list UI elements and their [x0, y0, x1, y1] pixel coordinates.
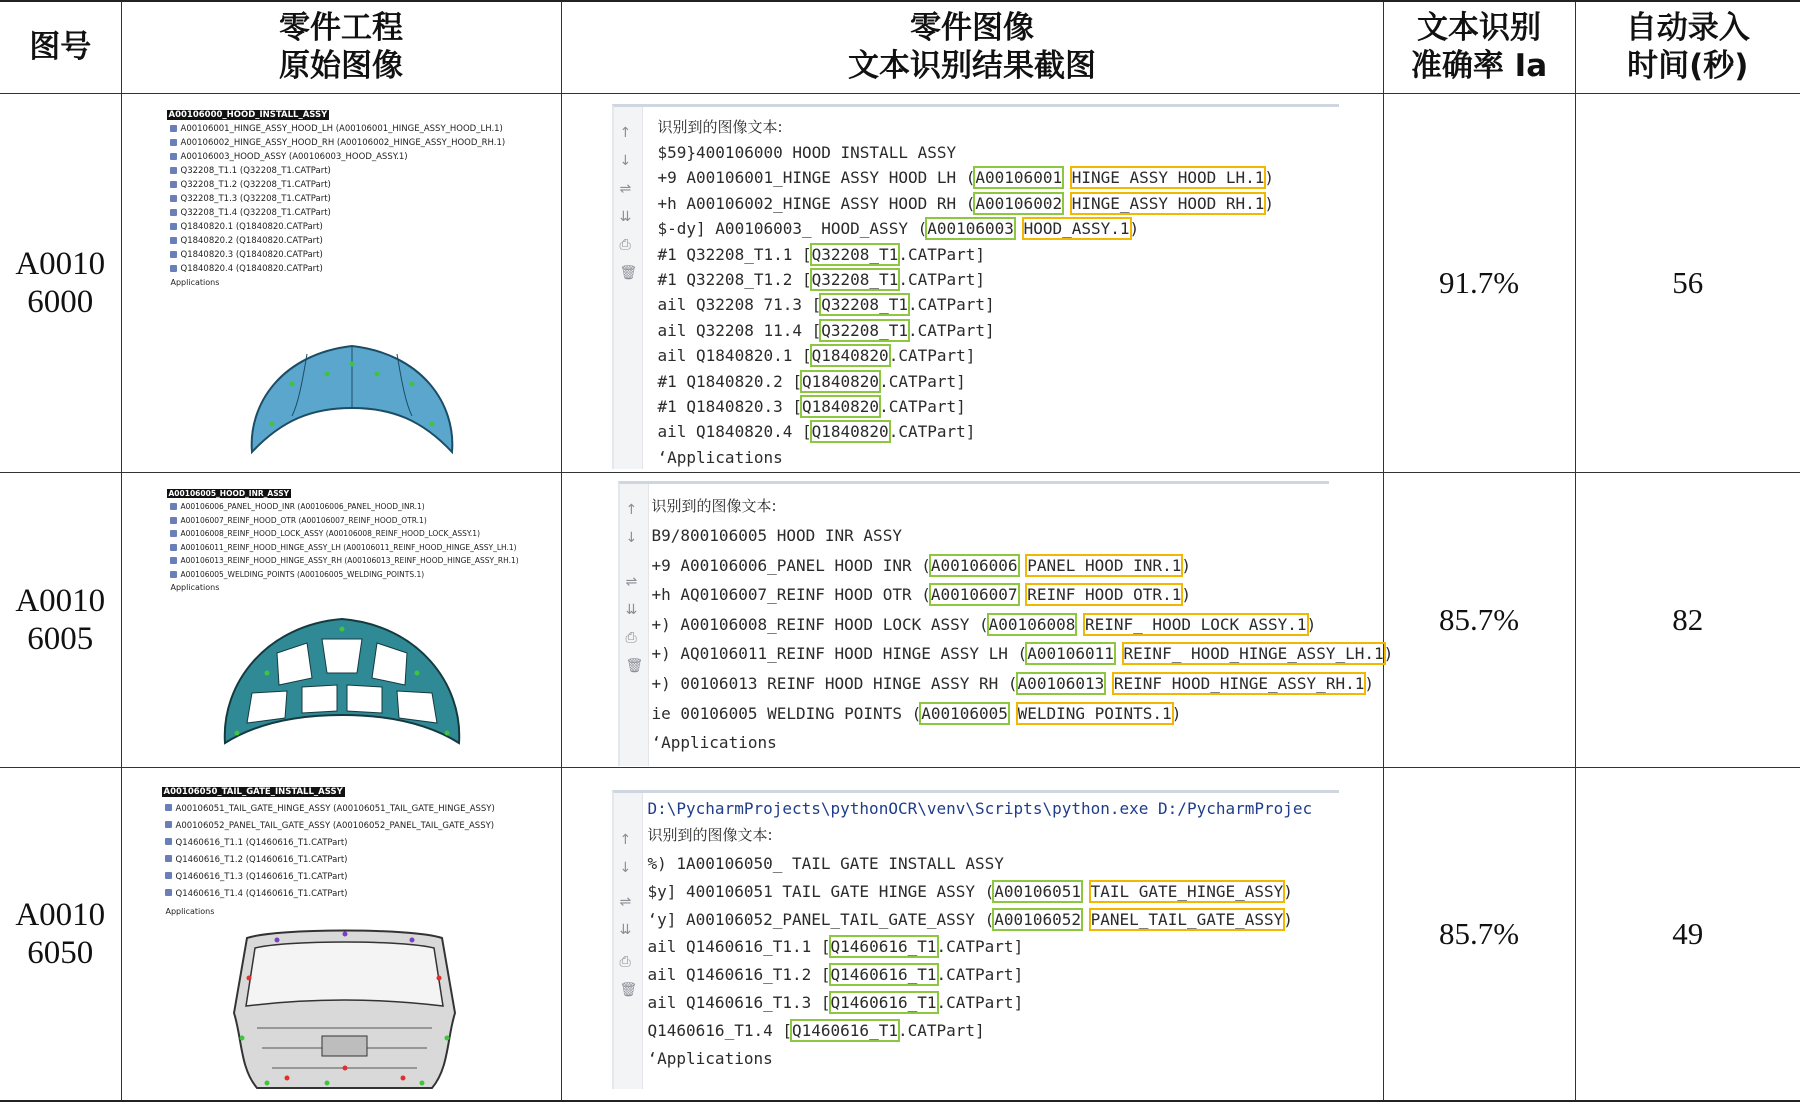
scroll-end-icon[interactable]: ⇊	[619, 208, 632, 225]
console-line: ‘Applications	[657, 447, 783, 467]
console-line: Q1460616_T1.4 [Q1460616_T1.CATPart]	[647, 1020, 985, 1040]
accuracy-value: 85.7%	[1383, 472, 1575, 767]
tree-item: Q32208_T1.2 (Q32208_T1.CATPart)	[167, 178, 506, 192]
tree-item: Q1840820.4 (Q1840820.CATPart)	[167, 262, 506, 276]
accuracy-value: 91.7%	[1383, 93, 1575, 472]
header-original-image: 零件工程 原始图像	[121, 1, 561, 93]
part-tree	[167, 487, 519, 595]
trash-icon[interactable]: 🗑	[619, 264, 638, 281]
header-ocr-screenshot: 零件图像 文本识别结果截图	[561, 1, 1383, 93]
ocr-lines	[652, 492, 1394, 758]
console-line: +) 00106013 REINF HOOD HINGE ASSY RH (A00106013 REINF HOOD_HINGE_ASSY_RH.1)	[651, 674, 1374, 694]
console-line: +9 A00106006_PANEL HOOD INR (A00106006 PANEL HOOD INR.1)	[651, 555, 1191, 575]
tree-item: Q1460616_T1.2 (Q1460616_T1.CATPart)	[162, 852, 495, 869]
time-value: 82	[1575, 472, 1800, 767]
console-line: +9 A00106001_HINGE ASSY HOOD LH (A00106001 HINGE ASSY HOOD LH.1)	[657, 168, 1275, 188]
ocr-console	[612, 104, 1339, 469]
tree-item: A00106005_WELDING_POINTS (A00106005_WELDING_POINTS.1)	[167, 568, 519, 582]
console-line: ail Q1460616_T1.1 [Q1460616_T1.CATPart]	[647, 937, 1024, 957]
console-line: #1 Q1840820.3 [Q1840820.CATPart]	[657, 396, 966, 416]
header-figure-no: 图号	[0, 1, 121, 93]
tree-item: Q32208_T1.1 (Q32208_T1.CATPart)	[167, 164, 506, 178]
wrap-icon[interactable]: ⇌	[625, 573, 638, 590]
tree-item: A00106052_PANEL_TAIL_GATE_ASSY (A00106052_PANEL_TAIL_GATE_ASSY)	[162, 818, 495, 835]
console-gutter	[614, 107, 643, 469]
tree-root: A00106000_HOOD_INSTALL_ASSY	[168, 109, 328, 120]
console-line: ‘Applications	[647, 1048, 773, 1068]
console-heading: 识别到的图像文本:	[651, 496, 777, 515]
console-line: ail Q1840820.1 [Q1840820.CATPart]	[657, 346, 976, 366]
ocr-result-screenshot	[561, 767, 1383, 1101]
header-accuracy: 文本识别 准确率 Ia	[1383, 1, 1575, 93]
console-line: %) 1A00106050_ TAIL GATE INSTALL ASSY	[647, 854, 1004, 874]
up-arrow-icon[interactable]: ↑	[619, 831, 632, 848]
console-heading: 识别到的图像文本:	[647, 826, 773, 845]
console-line: ie 00106005 WELDING POINTS (A00106005 WELDING POINTS.1)	[651, 703, 1182, 723]
part-original-image	[121, 767, 561, 1101]
console-line: #1 Q32208_T1.1 [Q32208_T1.CATPart]	[657, 244, 986, 264]
wrap-icon[interactable]: ⇌	[619, 180, 632, 197]
time-value: 56	[1575, 93, 1800, 472]
part-tree	[167, 108, 506, 290]
ocr-console	[618, 481, 1394, 766]
up-arrow-icon[interactable]: ↑	[625, 501, 638, 518]
figure-number: A0010 6000	[0, 93, 121, 472]
ocr-lines	[648, 795, 1313, 1073]
scroll-end-icon[interactable]: ⇊	[625, 601, 638, 618]
trash-icon[interactable]: 🗑	[619, 981, 638, 998]
hood-inner-render	[207, 603, 477, 758]
trash-icon[interactable]: 🗑	[625, 657, 644, 674]
ocr-lines	[658, 115, 1275, 471]
tree-item: A00106007_REINF_HOOD_OTR (A00106007_REINF_HOOD_OTR.1)	[167, 514, 519, 528]
table-row	[0, 93, 1800, 472]
time-value: 49	[1575, 767, 1800, 1101]
console-gutter	[620, 484, 649, 766]
console-command-path: D:\PycharmProjects\pythonOCR\venv\Scripts\python.exe D:/PycharmProjec	[647, 798, 1313, 818]
tree-item: A00106002_HINGE_ASSY_HOOD_RH (A00106002_HINGE_ASSY_HOOD_RH.1)	[167, 136, 506, 150]
console-line: ail Q1460616_T1.3 [Q1460616_T1.CATPart]	[647, 993, 1024, 1013]
table-row	[0, 472, 1800, 767]
tree-item: A00106006_PANEL_HOOD_INR (A00106006_PANEL_HOOD_INR.1)	[167, 500, 519, 514]
down-arrow-icon[interactable]: ↓	[619, 152, 632, 169]
console-line: +h A00106002_HINGE ASSY HOOD RH (A00106002 HINGE_ASSY HOOD RH.1)	[657, 193, 1275, 213]
tree-root: A00106050_TAIL_GATE_INSTALL_ASSY	[163, 786, 343, 797]
tree-root: A00106005_HOOD_INR_ASSY	[168, 488, 290, 498]
tree-item: A00106051_TAIL_GATE_HINGE_ASSY (A00106051_TAIL_GATE_HINGE_ASSY)	[162, 801, 495, 818]
tree-item: Q1840820.2 (Q1840820.CATPart)	[167, 234, 506, 248]
tailgate-render	[217, 918, 472, 1093]
hood-render	[232, 324, 472, 464]
tree-applications: Applications	[170, 583, 220, 592]
tree-item: Q1840820.3 (Q1840820.CATPart)	[167, 248, 506, 262]
scroll-end-icon[interactable]: ⇊	[619, 921, 632, 938]
print-icon[interactable]: ⎙	[619, 953, 631, 970]
wrap-icon[interactable]: ⇌	[619, 893, 632, 910]
tree-applications: Applications	[165, 906, 215, 916]
console-line: $y] 400106051 TAIL GATE HINGE ASSY (A00106051 TAIL GATE_HINGE_ASSY)	[647, 881, 1293, 901]
console-heading: 识别到的图像文本:	[657, 117, 783, 136]
tree-item: Q1460616_T1.1 (Q1460616_T1.CATPart)	[162, 835, 495, 852]
ocr-result-screenshot	[561, 93, 1383, 472]
down-arrow-icon[interactable]: ↓	[619, 859, 632, 876]
tree-item: A00106008_REINF_HOOD_LOCK_ASSY (A00106008_REINF_HOOD_LOCK_ASSY.1)	[167, 527, 519, 541]
console-line: ‘Applications	[651, 733, 777, 753]
console-line: $-dy] A00106003_ HOOD_ASSY (A00106003 HOOD_ASSY.1)	[657, 219, 1140, 239]
ocr-console	[612, 790, 1339, 1089]
figure-number: A0010 6005	[0, 472, 121, 767]
console-line: ‘y] A00106052_PANEL_TAIL_GATE_ASSY (A00106052 PANEL_TAIL_GATE_ASSY)	[647, 909, 1293, 929]
tree-applications: Applications	[170, 277, 220, 287]
part-original-image	[121, 93, 561, 472]
down-arrow-icon[interactable]: ↓	[625, 529, 638, 546]
tree-item: A00106013_REINF_HOOD_HINGE_ASSY_RH (A00106013_REINF_HOOD_HINGE_ASSY_RH.1)	[167, 554, 519, 568]
accuracy-value: 85.7%	[1383, 767, 1575, 1101]
part-original-image	[121, 472, 561, 767]
tree-item: A00106001_HINGE_ASSY_HOOD_LH (A00106001_HINGE_ASSY_HOOD_LH.1)	[167, 122, 506, 136]
tree-item: A00106003_HOOD_ASSY (A00106003_HOOD_ASSY.1)	[167, 150, 506, 164]
tree-item: Q1840820.1 (Q1840820.CATPart)	[167, 220, 506, 234]
ocr-result-screenshot	[561, 472, 1394, 767]
tree-item: Q32208_T1.4 (Q32208_T1.CATPart)	[167, 206, 506, 220]
part-tree	[162, 784, 495, 920]
tree-item: Q1460616_T1.4 (Q1460616_T1.CATPart)	[162, 886, 495, 903]
console-line: B9/800106005 HOOD INR ASSY	[651, 526, 902, 546]
console-line: ail Q1840820.4 [Q1840820.CATPart]	[657, 422, 976, 442]
header-time: 自动录入 时间(秒)	[1575, 1, 1800, 93]
print-icon[interactable]: ⎙	[625, 629, 637, 646]
console-line: +) A00106008_REINF HOOD LOCK ASSY (A00106008 REINF_ HOOD LOCK ASSY.1)	[651, 614, 1317, 634]
console-line: ail Q1460616_T1.2 [Q1460616_T1.CATPart]	[647, 965, 1024, 985]
console-line: +) AQ0106011_REINF HOOD HINGE ASSY LH (A00106011 REINF_ HOOD_HINGE_ASSY_LH.1)	[651, 644, 1394, 664]
header-row	[0, 1, 1800, 93]
console-line: $59}400106000 HOOD INSTALL ASSY	[657, 142, 957, 162]
console-line: #1 Q32208_T1.2 [Q32208_T1.CATPart]	[657, 269, 986, 289]
figure-number: A0010 6050	[0, 767, 121, 1101]
console-gutter	[614, 793, 643, 1089]
up-arrow-icon[interactable]: ↑	[619, 124, 632, 141]
table-row	[0, 767, 1800, 1101]
print-icon[interactable]: ⎙	[619, 236, 631, 253]
tree-item: A00106011_REINF_HOOD_HINGE_ASSY_LH (A00106011_REINF_HOOD_HINGE_ASSY_LH.1)	[167, 541, 519, 555]
console-line: #1 Q1840820.2 [Q1840820.CATPart]	[657, 371, 966, 391]
console-line: ail Q32208 11.4 [Q32208_T1.CATPart]	[657, 320, 995, 340]
console-line: ail Q32208 71.3 [Q32208_T1.CATPart]	[657, 295, 995, 315]
tree-item: Q1460616_T1.3 (Q1460616_T1.CATPart)	[162, 869, 495, 886]
tree-item: Q32208_T1.3 (Q32208_T1.CATPart)	[167, 192, 506, 206]
console-line: +h AQ0106007_REINF HOOD OTR (A00106007 REINF HOOD OTR.1)	[651, 585, 1191, 605]
